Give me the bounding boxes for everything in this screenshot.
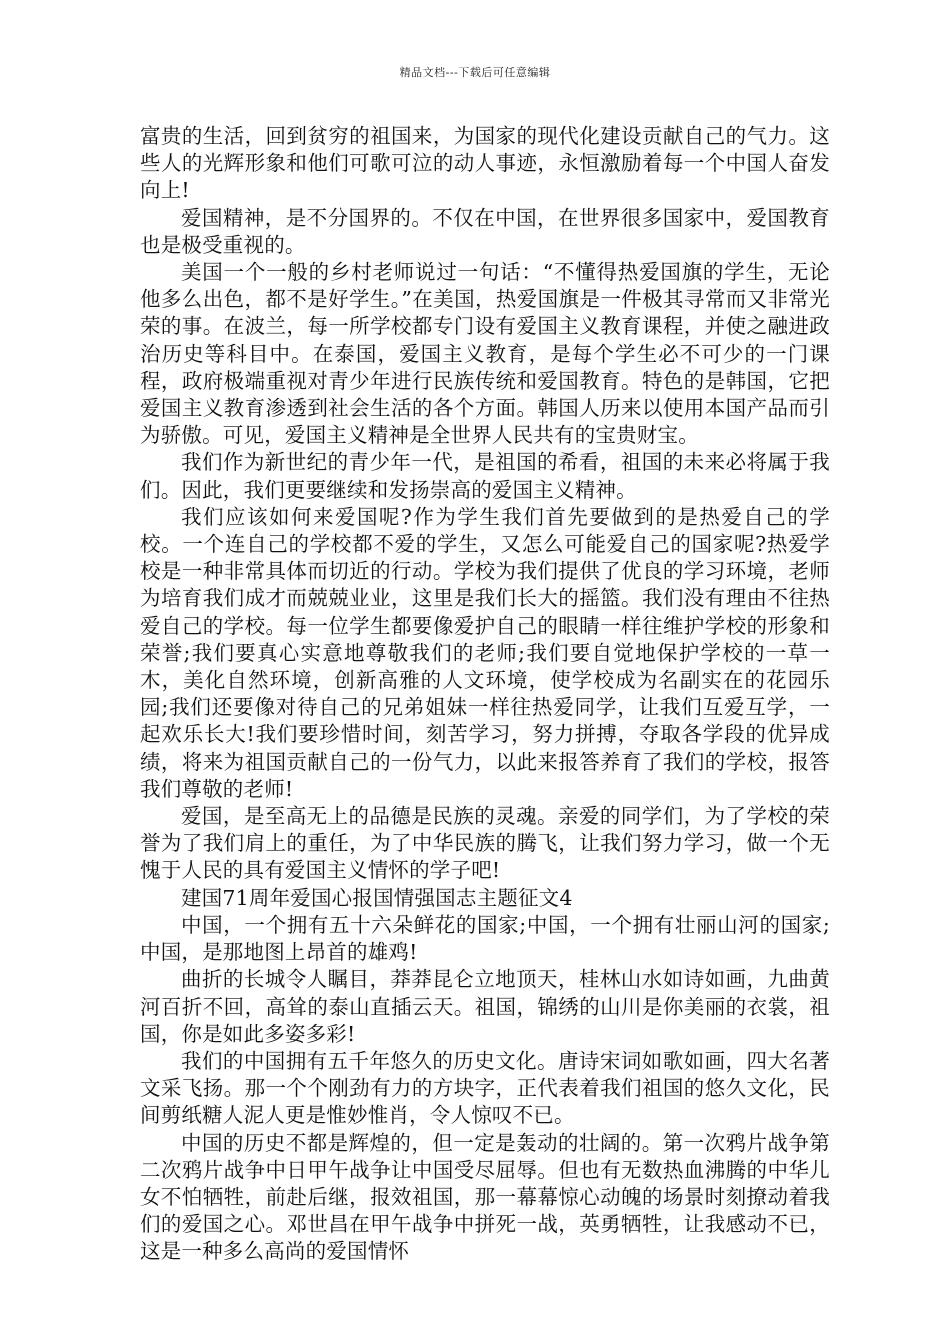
paragraph: 美国一个一般的乡村老师说过一句话：“不懂得热爱国旗的学生，无论他多么出色，都不是好学生。”在美国，热爱国旗是一件极其寻常而又非常光荣的事。在波兰，每一所学校都专门设有爱国主义教育课程，并使之融进政治历史等科目中。在泰国，爱国主义教育，是每个学生必不可少的一门课程，政府极端重视对青少年进行民族传统和爱国教育。特色的是韩国，它把爱国主义教育渗透到社会生活的各个方面。韩国人历来以使用本国产品而引为骄傲。可见，爱国主义精神是全世界人民共有的宝贵财宝。	[140, 260, 830, 448]
paragraph: 曲折的长城令人瞩目，莽莽昆仑立地顶天，桂林山水如诗如画，九曲黄河百折不回，高耸的泰山直插云天。祖国，锦绣的山川是你美丽的衣裳，祖国，你是如此多姿多彩!	[140, 967, 830, 1046]
section-title: 建国71周年爱国心报国情强国志主题征文4	[181, 885, 573, 910]
paragraph: 我们的中国拥有五千年悠久的历史文化。唐诗宋词如歌如画，四大名著文采飞扬。那一个个刚劲有力的方块字，正代表着我们祖国的悠久文化，民间剪纸糖人泥人更是惟妙惟肖，令人惊叹不已。	[140, 1048, 830, 1128]
page-header: 精品文档---下载后可任意编辑	[399, 66, 551, 79]
paragraph: 中国，一个拥有五十六朵鲜花的国家;中国，一个拥有壮丽山河的国家;中国，是那地图上昂首的雄鸡!	[140, 912, 830, 965]
paragraph: 富贵的生活，回到贫穷的祖国来，为国家的现代化建设贡献自己的气力。这些人的光辉形象和他们可歌可泣的动人事迹，永恒激励着每一个中国人奋发向上!	[140, 124, 830, 203]
paragraph: 爱国，是至高无上的品德是民族的灵魂。亲爱的同学们，为了学校的荣誉为了我们肩上的重任，为了中华民族的腾飞，让我们努力学习，做一个无愧于人民的具有爱国主义情怀的学子吧!	[140, 804, 830, 883]
paragraph: 中国的历史不都是辉煌的，但一定是轰动的壮阔的。第一次鸦片战争第二次鸦片战争中日甲午战争让中国受尽屈辱。但也有无数热血沸腾的中华儿女不怕牺牲，前赴后继，报效祖国，那一幕幕惊心动魄的场景时刻撩动着我们的爱国之心。邓世昌在甲午战争中拼死一战，英勇牺牲，让我感动不已，这是一种多么高尚的爱国情怀	[140, 1130, 830, 1264]
paragraph: 我们应该如何来爱国呢?作为学生我们首先要做到的是热爱自己的学校。一个连自己的学校都不爱的学生，又怎么可能爱自己的国家呢?热爱学校是一种非常具体而切近的行动。学校为我们提供了优良的学习环境，老师为培育我们成才而兢兢业业，这里是我们长大的摇篮。我们没有理由不往热爱自己的学校。每一位学生都要像爱护自己的眼睛一样往维护学校的形象和荣誉;我们要真心实意地尊敬我们的老师;我们要自觉地保护学校的一草一木，美化自然环境，创新高雅的人文环境，使学校成为名副实在的花园乐园;我们还要像对待自己的兄弟姐妹一样往热爱同学，让我们互爱互学，一起欢乐长大!我们要珍惜时间，刻苦学习，努力拼搏，夺取各学段的优异成绩，将来为祖国贡献自己的一份气力，以此来报答养育了我们的学校，报答我们尊敬的老师!	[140, 504, 830, 801]
paragraph: 我们作为新世纪的青少年一代，是祖国的希看，祖国的未来必将属于我们。因此，我们更要继续和发扬崇高的爱国主义精神。	[140, 450, 830, 502]
document-body	[140, 123, 830, 1266]
paragraph: 爱国精神，是不分国界的。不仅在中国，在世界很多国家中，爱国教育也是极受重视的。	[140, 205, 830, 257]
